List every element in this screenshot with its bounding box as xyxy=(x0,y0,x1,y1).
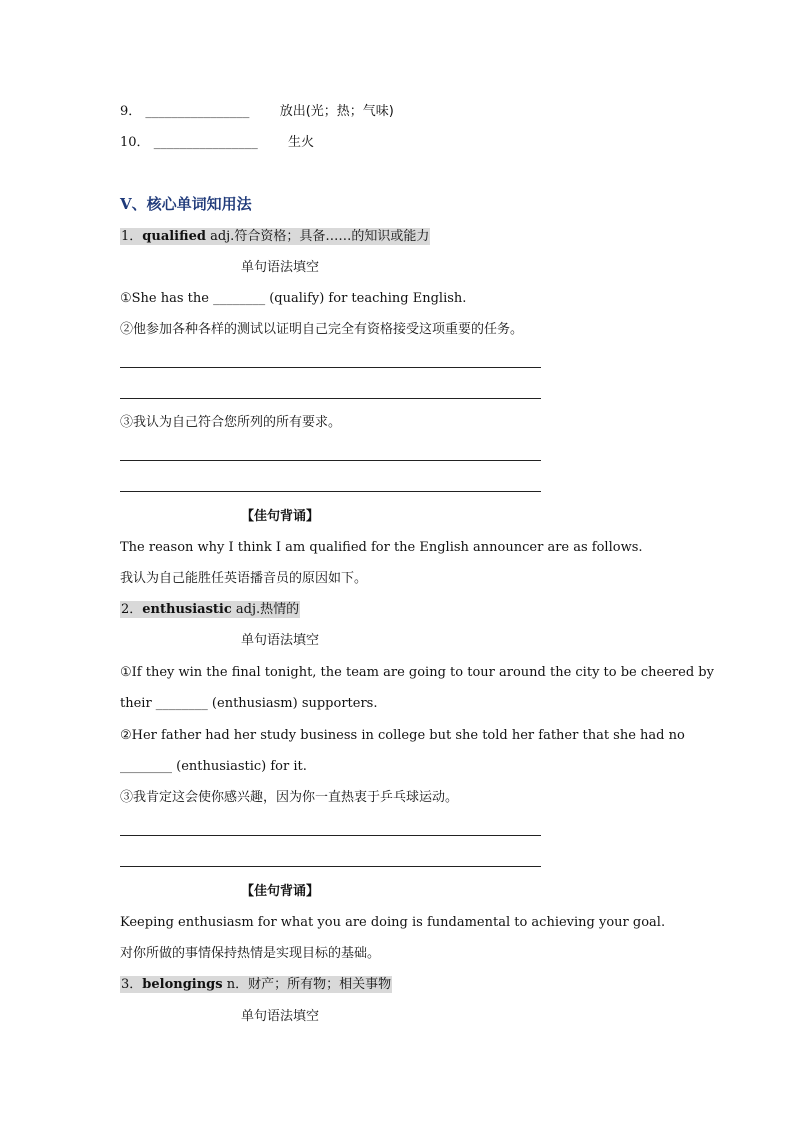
word-number: 2． xyxy=(121,602,143,617)
vocab-item-10 xyxy=(120,134,314,152)
recite-sentence-en: Keeping enthusiasm for what you are doing is fundamental to achieving your goal. xyxy=(120,915,666,930)
item-number: 9． xyxy=(120,104,142,119)
word-term: enthusiastic xyxy=(142,602,232,617)
question-2-line-b: ________ (enthusiastic) for it. xyxy=(120,759,307,774)
exercise-title: 单句语法填空 xyxy=(240,1009,319,1024)
recite-title: 【佳句背诵】 xyxy=(240,884,319,899)
answer-line xyxy=(120,866,541,867)
recite-sentence-zh: 我认为自己能胜任英语播音员的原因如下。 xyxy=(120,571,368,586)
question-2: ②他参加各种各样的测试以证明自己完全有资格接受这项重要的任务。 xyxy=(120,322,524,337)
word-number: 1． xyxy=(121,229,143,244)
word-term: belongings xyxy=(142,977,223,992)
question-3: ③我认为自己符合您所列的所有要求。 xyxy=(120,415,342,430)
word-definition: adj.符合资格；具备……的知识或能力 xyxy=(210,229,430,244)
word-number: 3． xyxy=(121,977,143,992)
word-header-qualified xyxy=(120,228,430,246)
exercise-title: 单句语法填空 xyxy=(240,260,319,275)
word-header-enthusiastic xyxy=(120,601,300,619)
answer-line xyxy=(120,398,541,399)
exercise-title: 单句语法填空 xyxy=(240,633,319,648)
answer-line xyxy=(120,367,541,368)
question-3: ③我肯定这会使你感兴趣，因为你一直热衷于乒乓球运动。 xyxy=(120,790,459,805)
word-header-belongings xyxy=(120,976,392,994)
question-1-line-b: their ________ (enthusiasm) supporters. xyxy=(120,696,378,711)
answer-line xyxy=(120,460,541,461)
item-meaning: 放出(光；热；气味) xyxy=(279,104,394,119)
recite-title: 【佳句背诵】 xyxy=(240,509,319,524)
vocab-item-9 xyxy=(120,103,394,121)
recite-sentence-zh: 对你所做的事情保持热情是实现目标的基础。 xyxy=(120,946,381,961)
word-definition: adj.热情的 xyxy=(235,602,300,617)
word-definition: n．财产；所有物；相关事物 xyxy=(226,977,392,992)
item-number: 10． xyxy=(120,135,150,150)
answer-blank: ________________ xyxy=(153,135,258,150)
word-term: qualified xyxy=(142,229,206,244)
answer-line xyxy=(120,491,541,492)
answer-line xyxy=(120,835,541,836)
answer-blank: ________________ xyxy=(145,104,250,119)
recite-sentence-en: The reason why I think I am qualified for the English announcer are as follows. xyxy=(120,540,643,555)
item-meaning: 生火 xyxy=(287,135,314,150)
question-1: ①She has the ________ (qualify) for teaching English. xyxy=(120,291,467,306)
question-2-line-a: ②Her father had her study business in college but she told her father that she had no xyxy=(120,728,685,743)
question-1-line-a: ①If they win the final tonight, the team are going to tour around the city to be cheered by xyxy=(120,665,714,680)
section-heading: Ⅴ、核心单词知用法 xyxy=(120,195,252,213)
